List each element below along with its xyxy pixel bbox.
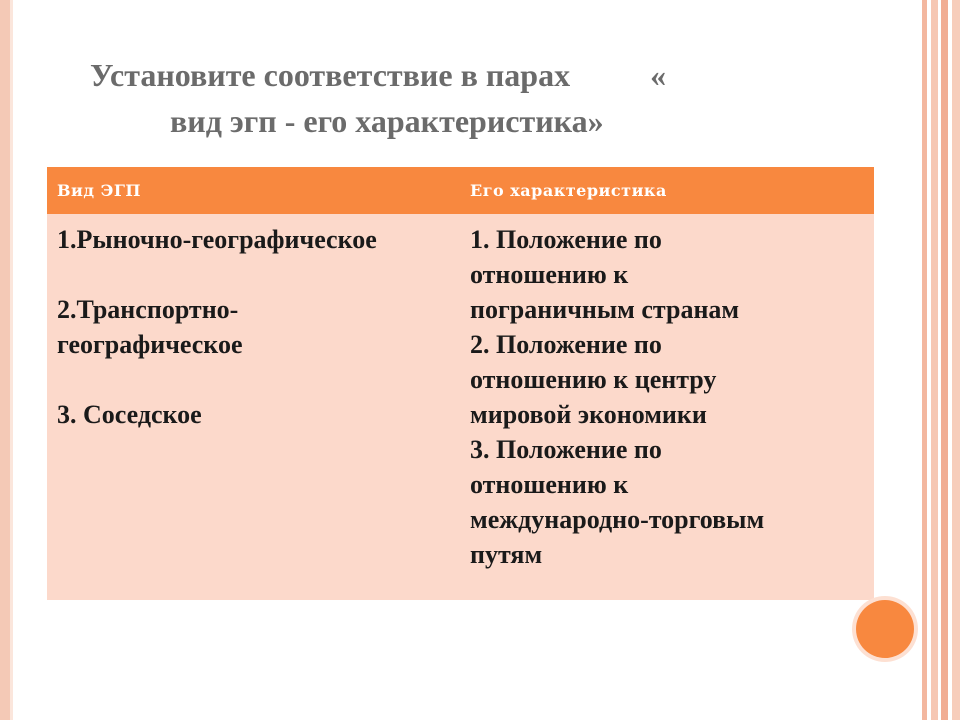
type-item-2-part2: географическое	[57, 330, 243, 359]
slide-title-line2: вид эгп - его характеристика»	[170, 103, 604, 139]
char-line: пограничным странам	[470, 295, 740, 324]
char-line: 3. Положение по	[470, 435, 662, 464]
right-decorative-stripes	[918, 0, 960, 720]
decorative-circle	[856, 600, 914, 658]
slide-title-line1: Установите соответствие в парах	[90, 57, 571, 93]
char-line: отношению к	[470, 470, 629, 499]
char-line: путям	[470, 540, 543, 569]
char-line: международно-торговым	[470, 505, 765, 534]
left-border-stripe-light	[10, 0, 13, 720]
header-cell-characteristic: Его характеристика	[470, 181, 667, 200]
char-line: мировой экономики	[470, 400, 707, 429]
table-header-row	[47, 167, 874, 214]
header-cell-type: Вид ЭГП	[57, 181, 142, 200]
left-border-stripe	[0, 0, 10, 720]
char-line: 2. Положение по	[470, 330, 662, 359]
type-item-1: 1.Рыночно-географическое	[57, 225, 377, 254]
characteristics-cell	[459, 222, 874, 572]
matching-table	[47, 167, 874, 600]
slide-title-open-quote: «	[650, 57, 667, 93]
types-cell	[47, 222, 459, 572]
char-line: отношению к	[470, 260, 629, 289]
type-item-2-part1: 2.Транспортно-	[57, 295, 239, 324]
char-line: 1. Положение по	[470, 225, 662, 254]
table-body-row	[47, 214, 874, 572]
slide-title	[60, 52, 840, 144]
type-item-3: 3. Соседское	[57, 400, 202, 429]
char-line: отношению к центру	[470, 365, 717, 394]
